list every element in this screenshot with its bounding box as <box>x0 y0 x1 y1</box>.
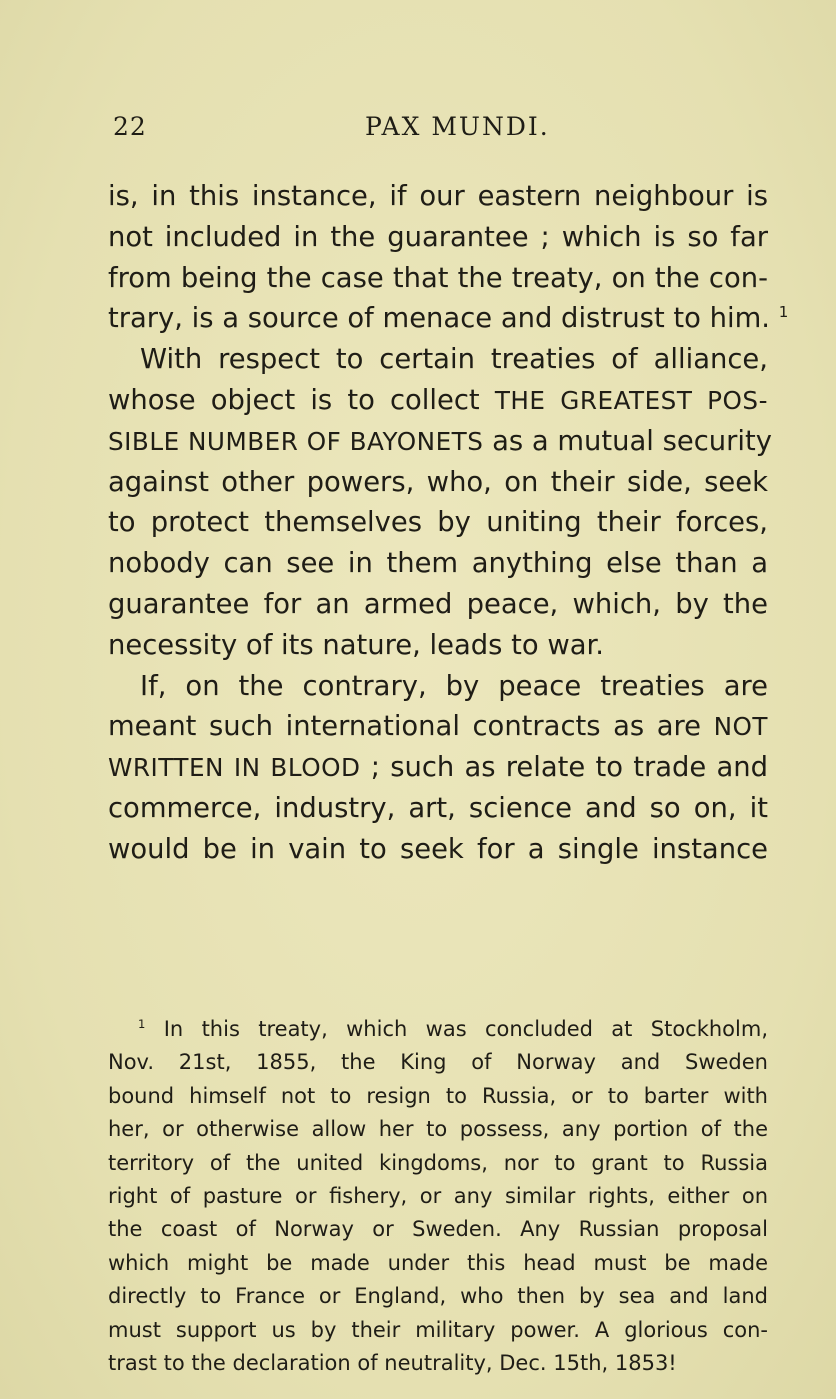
text-segment: meant such international contracts as are <box>108 711 702 743</box>
text-line <box>108 707 768 748</box>
page-number: 22 <box>113 112 147 141</box>
text-line: If, on the contrary, by peace treaties are <box>140 670 768 702</box>
footnote-line: must support us by their military power. A glorious con- <box>108 1317 768 1342</box>
small-caps-phrase: THE GREATEST POS- <box>494 385 768 415</box>
small-caps-phrase: SIBLE NUMBER OF BAYONETS <box>108 426 484 456</box>
footnote-line <box>108 1013 768 1046</box>
text-segment: as a mutual security <box>492 425 772 457</box>
text-line: necessity of its nature, leads to war. <box>108 629 604 661</box>
text-line: would be in vain to seek for a single instance <box>108 833 768 865</box>
text-line: guarantee for an armed peace, which, by the <box>108 588 768 620</box>
small-caps-phrase: WRITTEN IN BLOOD <box>108 753 361 783</box>
text-line: commerce, industry, art, science and so on, it <box>108 792 768 824</box>
footnote-line: territory of the united kingdoms, nor to grant to Russia <box>108 1150 768 1175</box>
text-line: against other powers, who, on their side, seek <box>108 466 768 498</box>
text-line <box>108 381 768 422</box>
text-line: to protect themselves by uniting their forces, <box>108 507 768 539</box>
footnote <box>108 1013 768 1380</box>
footnote-line: trast to the declaration of neutrality, Dec. 15th, 1853! <box>108 1350 677 1375</box>
footnote-marker: 1 <box>138 1017 146 1031</box>
footnote-line: right of pasture or fishery, or any similar rights, either on <box>108 1183 768 1208</box>
footnote-line: directly to France or England, who then by sea and land <box>108 1284 768 1309</box>
page-header <box>113 112 773 152</box>
text-line: nobody can see in them anything else than a <box>108 548 768 580</box>
small-caps-phrase: NOT <box>713 712 768 742</box>
footnote-reference[interactable]: 1 <box>778 303 789 322</box>
text-line: from being the case that the treaty, on the con- <box>108 262 768 294</box>
text-line: not included in the guarantee ; which is so far <box>108 221 768 253</box>
body-text <box>108 177 789 871</box>
text-line: With respect to certain treaties of alliance, <box>140 344 768 376</box>
footnote-line: which might be made under this head must be made <box>108 1250 768 1275</box>
text-line <box>108 748 768 789</box>
footnote-line: Nov. 21st, 1855, the King of Norway and Sweden <box>108 1050 768 1075</box>
text-segment: whose object is to collect <box>108 384 480 416</box>
footnote-line: her, or otherwise allow her to possess, any portion of the <box>108 1117 768 1142</box>
text-segment: ; such as relate to trade and <box>370 752 768 784</box>
running-title: PAX MUNDI. <box>365 112 550 141</box>
text-segment: In this treaty, which was concluded at Stockholm, <box>163 1017 768 1041</box>
text-segment: trary, is a source of menace and distrust to him. <box>108 303 770 335</box>
text-line <box>108 299 789 340</box>
footnote-line: bound himself not to resign to Russia, or to barter with <box>108 1083 768 1108</box>
text-line <box>108 422 772 463</box>
footnote-line: the coast of Norway or Sweden. Any Russian proposal <box>108 1217 768 1242</box>
text-line: is, in this instance, if our eastern neighbour is <box>108 181 768 212</box>
